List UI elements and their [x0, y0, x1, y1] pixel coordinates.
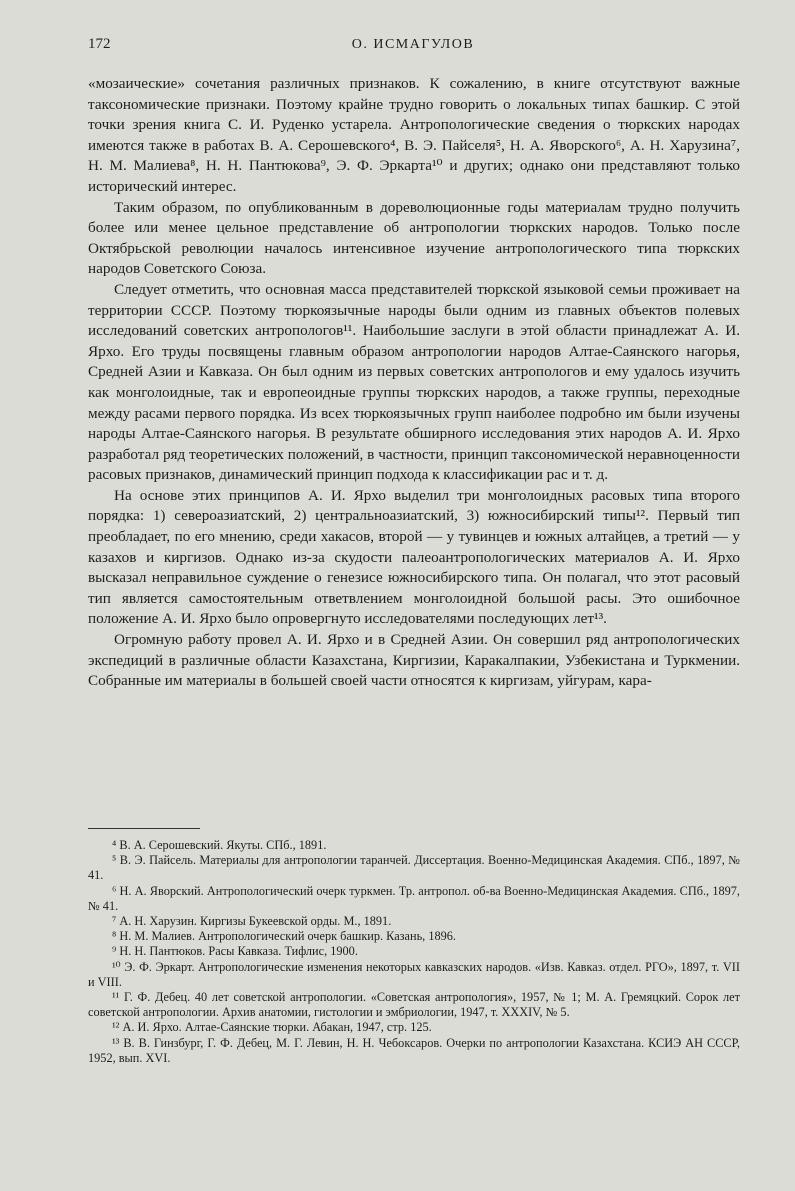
footnotes — [88, 838, 740, 1066]
footnote: ¹² А. И. Ярхо. Алтае-Саянские тюрки. Абакан, 1947, стр. 125. — [112, 1020, 432, 1035]
paragraph: Огромную работу провел А. И. Ярхо и в Средней Азии. Он совершил ряд антропологических экспедиций в различные области Казахстана, Киргизии, Каракалпакии, Узбекистана и Туркмении. Собранные им материалы в большей своей части относятся к киргизам, уйгурам, кара- — [88, 631, 740, 690]
paragraph: «мозаические» сочетания различных признаков. К сожалению, в книге отсутствуют важные таксономические признаки. Поэтому крайне трудно говорить о локальных типах башкир. С этой точки зрения книга С. И. Руденко устарела. Антропологические сведения о тюркских народах имеются также в работах В. А. Серошевского⁴, В. Э. Пайселя⁵, Н. А. Яворского⁶, А. Н. Харузина⁷, Н. М. Малиева⁸, Н. Н. Пантюкова⁹, Э. Ф. Эркарта¹⁰ и других; однако они представляют только исторический интерес. — [88, 75, 740, 195]
footnote: ⁹ Н. Н. Пантюков. Расы Кавказа. Тифлис, 1900. — [112, 944, 358, 959]
footnote-separator — [88, 828, 200, 829]
footnote: ⁶ Н. А. Яворский. Антропологический очерк туркмен. Тр. антропол. об-ва Военно-Медицинская Академия. СПб., 1897, № 41. — [88, 883, 740, 913]
footnote: ⁸ Н. М. Малиев. Антропологический очерк башкир. Казань, 1896. — [112, 929, 457, 944]
main-text — [88, 74, 740, 692]
paragraph: Таким образом, по опубликованным в дореволюционные годы материалам трудно получить более или менее цельное представление об антропологии тюркских народов. Только после Октябрьской революции началось интенсивное изучение антропологического типа тюркских народов Советского Союза. — [88, 198, 740, 278]
page-number: 172 — [88, 36, 111, 52]
footnote: ⁵ В. Э. Пайсель. Материалы для антропологии таранчей. Диссертация. Военно-Медицинская Академия. СПб., 1897, № 41. — [88, 853, 740, 883]
footnote: ⁷ А. Н. Харузин. Киргизы Букеевской орды. М., 1891. — [112, 914, 392, 929]
footnote: ¹⁰ Э. Ф. Эркарт. Антропологические изменения некоторых кавказских народов. «Изв. Кавказ. отдел. РГО», 1897, т. VII и VIII. — [88, 959, 740, 989]
running-title: О. ИСМАГУЛОВ — [351, 37, 475, 52]
paragraph: Следует отметить, что основная масса представителей тюркской языковой семьи проживает на территории СССР. Поэтому тюркоязычные народы были одним из главных объектов полевых исследований советских антропологов¹¹. Наибольшие заслуги в этой области принадлежат А. И. Ярхо. Его труды посвящены главным образом антропологии народов Алтае-Саянского нагорья, Средней Азии и Кавказа. Он был одним из первых советских антропологов и ему удалось изучить как монголоидные, так и европеоидные группы тюркских народов, а также группы, переходные между расами первого порядка. Из всех тюркоязычных групп наиболее подробно им были изучены народы Алтае-Саянского нагорья. В результате обширного исследования этих народов А. И. Ярхо разработал ряд теоретических положений, в частности, принцип таксономической неравноценности расовых признаков, динамический принцип подхода к классификации рас и т. д. — [88, 280, 740, 484]
footnote: ⁴ В. А. Серошевский. Якуты. СПб., 1891. — [112, 838, 327, 852]
footnote: ¹³ В. В. Гинзбург, Г. Ф. Дебец, М. Г. Левин, Н. Н. Чебоксаров. Очерки по антропологии Казахстана. КСИЭ АН СССР, 1952, вып. XVI. — [88, 1035, 740, 1065]
paragraph: На основе этих принципов А. И. Ярхо выделил три монголоидных расовых типа второго порядка: 1) североазиатский, 2) центральноазиатский, 3) южносибирский типы¹². Первый тип преобладает, по его мнению, среди хакасов, второй — у тувинцев и южных алтайцев, а третий — у казахов и киргизов. Однако из-за скудости палеоантропологических материалов А. И. Ярхо высказал неправильное суждение о генезисе южносибирского типа. Он полагал, что этот расовый тип является самостоятельным ответвлением монголоидной большой расы. Это ошибочное положение А. И. Ярхо было опровергнуто исследователями последующих лет¹³. — [88, 486, 740, 628]
footnote: ¹¹ Г. Ф. Дебец. 40 лет советской антропологии. «Советская антропология», 1957, № 1; М. А. Гремяцкий. Сорок лет советской антропологии. Архив анатомии, гистологии и эмбриологии, 1947, т. XXXIV, № 5. — [88, 990, 740, 1020]
page-header — [88, 36, 738, 60]
